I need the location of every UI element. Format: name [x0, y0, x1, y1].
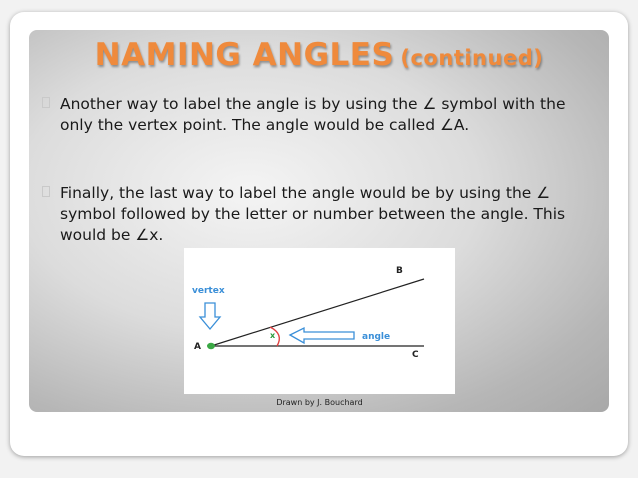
point-a-label: A	[194, 342, 201, 352]
angle-label: angle	[362, 332, 391, 342]
bullet-item-2	[42, 183, 592, 246]
vertex-arrow-icon	[200, 303, 220, 329]
angle-diagram	[184, 248, 455, 394]
slide-title	[0, 37, 638, 73]
figure-credit: Drawn by J. Bouchard	[276, 398, 363, 407]
bullet-marker-icon	[42, 97, 50, 108]
title-paren: (continued)	[400, 46, 544, 70]
angle-x-label: x	[270, 331, 276, 340]
title-main: NAMING ANGLES	[94, 37, 395, 73]
angle-diagram-svg	[184, 248, 455, 394]
bullet-marker-icon	[42, 186, 50, 197]
bullet-item-1	[42, 94, 592, 136]
vertex-label: vertex	[192, 286, 225, 296]
bullet-text-2: Finally, the last way to label the angle would be by using the ∠ symbol followed by the letter or number between the angle. This would be ∠x.	[60, 184, 566, 244]
vertex-dot	[207, 343, 215, 349]
bullet-text-1: Another way to label the angle is by using the ∠ symbol with the only the vertex point. The angle would be called ∠A.	[60, 95, 566, 134]
angle-arrow-icon	[290, 328, 354, 343]
point-b-label: B	[396, 266, 403, 276]
point-c-label: C	[412, 350, 419, 360]
